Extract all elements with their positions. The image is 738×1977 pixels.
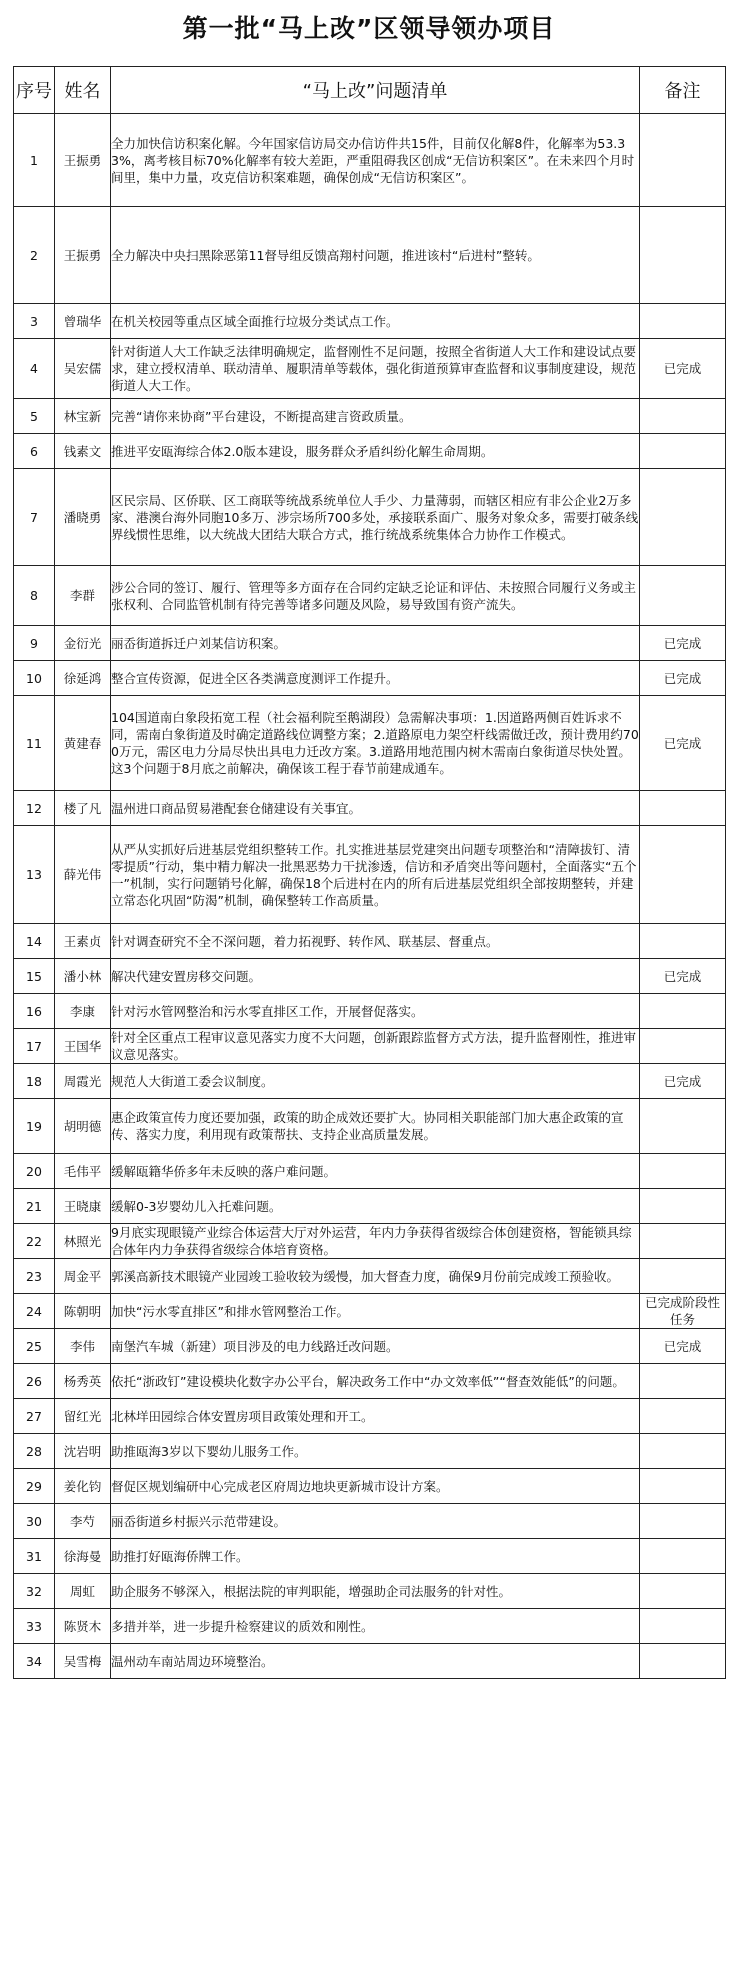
issue-text: 加快“污水零直排区”和排水管网整治工作。 [111,1294,640,1329]
issue-text: 完善“请你来协商”平台建设，不断提高建言资政质量。 [111,399,640,434]
note-status [640,1099,726,1154]
row-number: 29 [14,1469,55,1504]
note-status: 已完成 [640,959,726,994]
row-number: 33 [14,1609,55,1644]
table-row [14,1469,726,1504]
leader-name: 李康 [55,994,111,1029]
note-status [640,1399,726,1434]
issue-text: 9月底实现眼镜产业综合体运营大厅对外运营，年内力争获得省级综合体创建资格，智能锁具综合体年内力争获得省级综合体培育资格。 [111,1224,640,1259]
note-status: 已完成 [640,696,726,791]
table-row [14,696,726,791]
leader-name: 曾瑞华 [55,304,111,339]
leader-name: 周金平 [55,1259,111,1294]
issue-text: 涉公合同的签订、履行、管理等多方面存在合同约定缺乏论证和评估、未按照合同履行义务或主张权利、合同监管机制有待完善等诸多问题及风险，易导致国有资产流失。 [111,566,640,626]
row-number: 20 [14,1154,55,1189]
project-table [13,66,726,1679]
row-number: 16 [14,994,55,1029]
row-number: 3 [14,304,55,339]
row-number: 7 [14,469,55,566]
row-number: 23 [14,1259,55,1294]
issue-text: 整合宣传资源，促进全区各类满意度测评工作提升。 [111,661,640,696]
leader-name: 王晓康 [55,1189,111,1224]
note-status [640,207,726,304]
leader-name: 徐海曼 [55,1539,111,1574]
table-row [14,399,726,434]
header-note: 备注 [640,67,726,114]
row-number: 1 [14,114,55,207]
leader-name: 周霞光 [55,1064,111,1099]
leader-name: 李芍 [55,1504,111,1539]
note-status [640,1539,726,1574]
note-status [640,1029,726,1064]
issue-text: 郭溪高新技术眼镜产业园竣工验收较为缓慢，加大督查力度，确保9月份前完成竣工预验收。 [111,1259,640,1294]
table-row [14,1434,726,1469]
row-number: 18 [14,1064,55,1099]
leader-name: 李伟 [55,1329,111,1364]
leader-name: 姜化钧 [55,1469,111,1504]
row-number: 14 [14,924,55,959]
issue-text: 助企服务不够深入，根据法院的审判职能，增强助企司法服务的针对性。 [111,1574,640,1609]
table-row [14,1644,726,1679]
header-issue: “马上改”问题清单 [111,67,640,114]
table-row [14,1399,726,1434]
table-row [14,304,726,339]
row-number: 6 [14,434,55,469]
table-row [14,1329,726,1364]
leader-name: 吴雪梅 [55,1644,111,1679]
row-number: 9 [14,626,55,661]
row-number: 2 [14,207,55,304]
note-status [640,924,726,959]
issue-text: 规范人大街道工委会议制度。 [111,1064,640,1099]
table-row [14,1029,726,1064]
note-status [640,826,726,924]
table-row [14,1504,726,1539]
issue-text: 南堡汽车城（新建）项目涉及的电力线路迁改问题。 [111,1329,640,1364]
leader-name: 徐延鸿 [55,661,111,696]
row-number: 34 [14,1644,55,1679]
note-status [640,399,726,434]
issue-text: 针对街道人大工作缺乏法律明确规定，监督刚性不足问题，按照全省街道人大工作和建设试点要求，建立授权清单、联动清单、履职清单等载体，强化街道预算审查监督和议事制度建设，规范街道人大工作。 [111,339,640,399]
table-row [14,1294,726,1329]
leader-name: 钱素文 [55,434,111,469]
table-row [14,207,726,304]
note-status: 已完成 [640,1064,726,1099]
row-number: 31 [14,1539,55,1574]
note-status: 已完成 [640,339,726,399]
row-number: 24 [14,1294,55,1329]
row-number: 27 [14,1399,55,1434]
issue-text: 推进平安瓯海综合体2.0版本建设，服务群众矛盾纠纷化解生命周期。 [111,434,640,469]
row-number: 22 [14,1224,55,1259]
issue-text: 针对污水管网整治和污水零直排区工作，开展督促落实。 [111,994,640,1029]
leader-name: 林宝新 [55,399,111,434]
issue-text: 助推打好瓯海侨牌工作。 [111,1539,640,1574]
issue-text: 依托“浙政钉”建设模块化数字办公平台，解决政务工作中“办文效率低”“督查效能低”的问题。 [111,1364,640,1399]
table-row [14,826,726,924]
leader-name: 薛光伟 [55,826,111,924]
note-status [640,1504,726,1539]
note-status [640,304,726,339]
table-row [14,1609,726,1644]
issue-text: 从严从实抓好后进基层党组织整转工作。扎实推进基层党建突出问题专项整治和“清障拔钉、清零提质”行动，集中精力解决一批黑恶势力干扰渗透，信访和矛盾突出等问题村，全面落实“五个一”机制，实行问题销号化解，确保18个后进村在内的所有后进基层党组织全部按期整转，并建立常态化巩固“防渴”机制，确保整转工作高质量。 [111,826,640,924]
note-status: 已完成阶段性任务 [640,1294,726,1329]
note-status [640,1189,726,1224]
note-status [640,1644,726,1679]
note-status [640,469,726,566]
issue-text: 针对全区重点工程审议意见落实力度不大问题，创新跟踪监督方式方法，提升监督刚性，推进审议意见落实。 [111,1029,640,1064]
table-row [14,434,726,469]
leader-name: 吴宏儒 [55,339,111,399]
leader-name: 毛伟平 [55,1154,111,1189]
leader-name: 潘小林 [55,959,111,994]
issue-text: 丽岙街道拆迁户刘某信访积案。 [111,626,640,661]
issue-text: 温州进口商品贸易港配套仓储建设有关事宜。 [111,791,640,826]
leader-name: 王振勇 [55,114,111,207]
leader-name: 王国华 [55,1029,111,1064]
issue-text: 惠企政策宣传力度还要加强，政策的助企成效还要扩大。协同相关职能部门加大惠企政策的宣传、落实力度，利用现有政策帮扶、支持企业高质量发展。 [111,1099,640,1154]
note-status [640,1574,726,1609]
table-row [14,791,726,826]
table-row [14,626,726,661]
table-row [14,924,726,959]
issue-text: 缓解0-3岁婴幼儿入托难问题。 [111,1189,640,1224]
note-status [640,994,726,1029]
issue-text: 针对调查研究不全不深问题，着力拓视野、转作风、联基层、督重点。 [111,924,640,959]
table-row [14,1224,726,1259]
table-row [14,1099,726,1154]
table-row [14,566,726,626]
row-number: 10 [14,661,55,696]
note-status [640,1434,726,1469]
note-status [640,1224,726,1259]
leader-name: 陈朝明 [55,1294,111,1329]
note-status [640,1609,726,1644]
table-row [14,1539,726,1574]
row-number: 21 [14,1189,55,1224]
issue-text: 丽岙街道乡村振兴示范带建设。 [111,1504,640,1539]
header-no: 序号 [14,67,55,114]
row-number: 26 [14,1364,55,1399]
issue-text: 督促区规划编研中心完成老区府周边地块更新城市设计方案。 [111,1469,640,1504]
leader-name: 周虹 [55,1574,111,1609]
table-row [14,1189,726,1224]
leader-name: 王素贞 [55,924,111,959]
row-number: 15 [14,959,55,994]
row-number: 25 [14,1329,55,1364]
table-row [14,661,726,696]
table-row [14,469,726,566]
table-header-row [14,67,726,114]
row-number: 28 [14,1434,55,1469]
row-number: 32 [14,1574,55,1609]
leader-name: 金衍光 [55,626,111,661]
leader-name: 林照光 [55,1224,111,1259]
issue-text: 全力加快信访积案化解。今年国家信访局交办信访件共15件，目前仅化解8件，化解率为53.33%，离考核目标70%化解率有较大差距，严重阻碍我区创成“无信访积案区”。在未来四个月时间里，集中力量，攻克信访积案难题，确保创成“无信访积案区”。 [111,114,640,207]
issue-text: 缓解瓯籍华侨多年未反映的落户难问题。 [111,1154,640,1189]
header-name: 姓名 [55,67,111,114]
leader-name: 潘晓勇 [55,469,111,566]
leader-name: 楼了凡 [55,791,111,826]
note-status: 已完成 [640,661,726,696]
table-row [14,1154,726,1189]
row-number: 19 [14,1099,55,1154]
row-number: 5 [14,399,55,434]
table-row [14,1259,726,1294]
note-status: 已完成 [640,626,726,661]
row-number: 11 [14,696,55,791]
table-row [14,1364,726,1399]
issue-text: 解决代建安置房移交问题。 [111,959,640,994]
leader-name: 王振勇 [55,207,111,304]
note-status [640,114,726,207]
row-number: 4 [14,339,55,399]
row-number: 30 [14,1504,55,1539]
table-row [14,994,726,1029]
leader-name: 陈贤木 [55,1609,111,1644]
leader-name: 李群 [55,566,111,626]
issue-text: 104国道南白象段拓宽工程（社会福利院至鹅湖段）急需解决事项：1.因道路两侧百姓诉求不同，需南白象街道及时确定道路线位调整方案；2.道路原电力架空杆线需做迁改，预计费用约700万元，需区电力分局尽快出具电力迁改方案。3.道路用地范围内树木需南白象街道尽快处置。这3个问题于8月底之前解决，确保该工程于春节前建成通车。 [111,696,640,791]
table-row [14,339,726,399]
leader-name: 沈岩明 [55,1434,111,1469]
issue-text: 北林垟田园综合体安置房项目政策处理和开工。 [111,1399,640,1434]
table-row [14,959,726,994]
table-body [14,114,726,1679]
page-title: 第一批“马上改”区领导领办项目 [182,14,556,43]
row-number: 8 [14,566,55,626]
issue-text: 全力解决中央扫黑除恶第11督导组反馈高翔村问题，推进该村“后进村”整转。 [111,207,640,304]
note-status [640,434,726,469]
note-status [640,791,726,826]
table-row [14,1574,726,1609]
issue-text: 温州动车南站周边环境整治。 [111,1644,640,1679]
note-status [640,566,726,626]
table-row [14,114,726,207]
note-status [640,1154,726,1189]
issue-text: 在机关校园等重点区域全面推行垃圾分类试点工作。 [111,304,640,339]
leader-name: 杨秀英 [55,1364,111,1399]
row-number: 12 [14,791,55,826]
issue-text: 助推瓯海3岁以下婴幼儿服务工作。 [111,1434,640,1469]
note-status [640,1259,726,1294]
leader-name: 留红光 [55,1399,111,1434]
issue-text: 区民宗局、区侨联、区工商联等统战系统单位人手少、力量薄弱，而辖区相应有非公企业2万多家、港澳台海外同胞10多万、涉宗场所700多处，承接联系面广、服务对象众多，需要打破条线界线惯性思维，以大统战大团结大联合方式，推行统战系统集体合力协作工作模式。 [111,469,640,566]
row-number: 13 [14,826,55,924]
issue-text: 多措并举，进一步提升检察建议的质效和刚性。 [111,1609,640,1644]
note-status [640,1469,726,1504]
note-status: 已完成 [640,1329,726,1364]
leader-name: 黄建春 [55,696,111,791]
leader-name: 胡明德 [55,1099,111,1154]
note-status [640,1364,726,1399]
row-number: 17 [14,1029,55,1064]
table-row [14,1064,726,1099]
